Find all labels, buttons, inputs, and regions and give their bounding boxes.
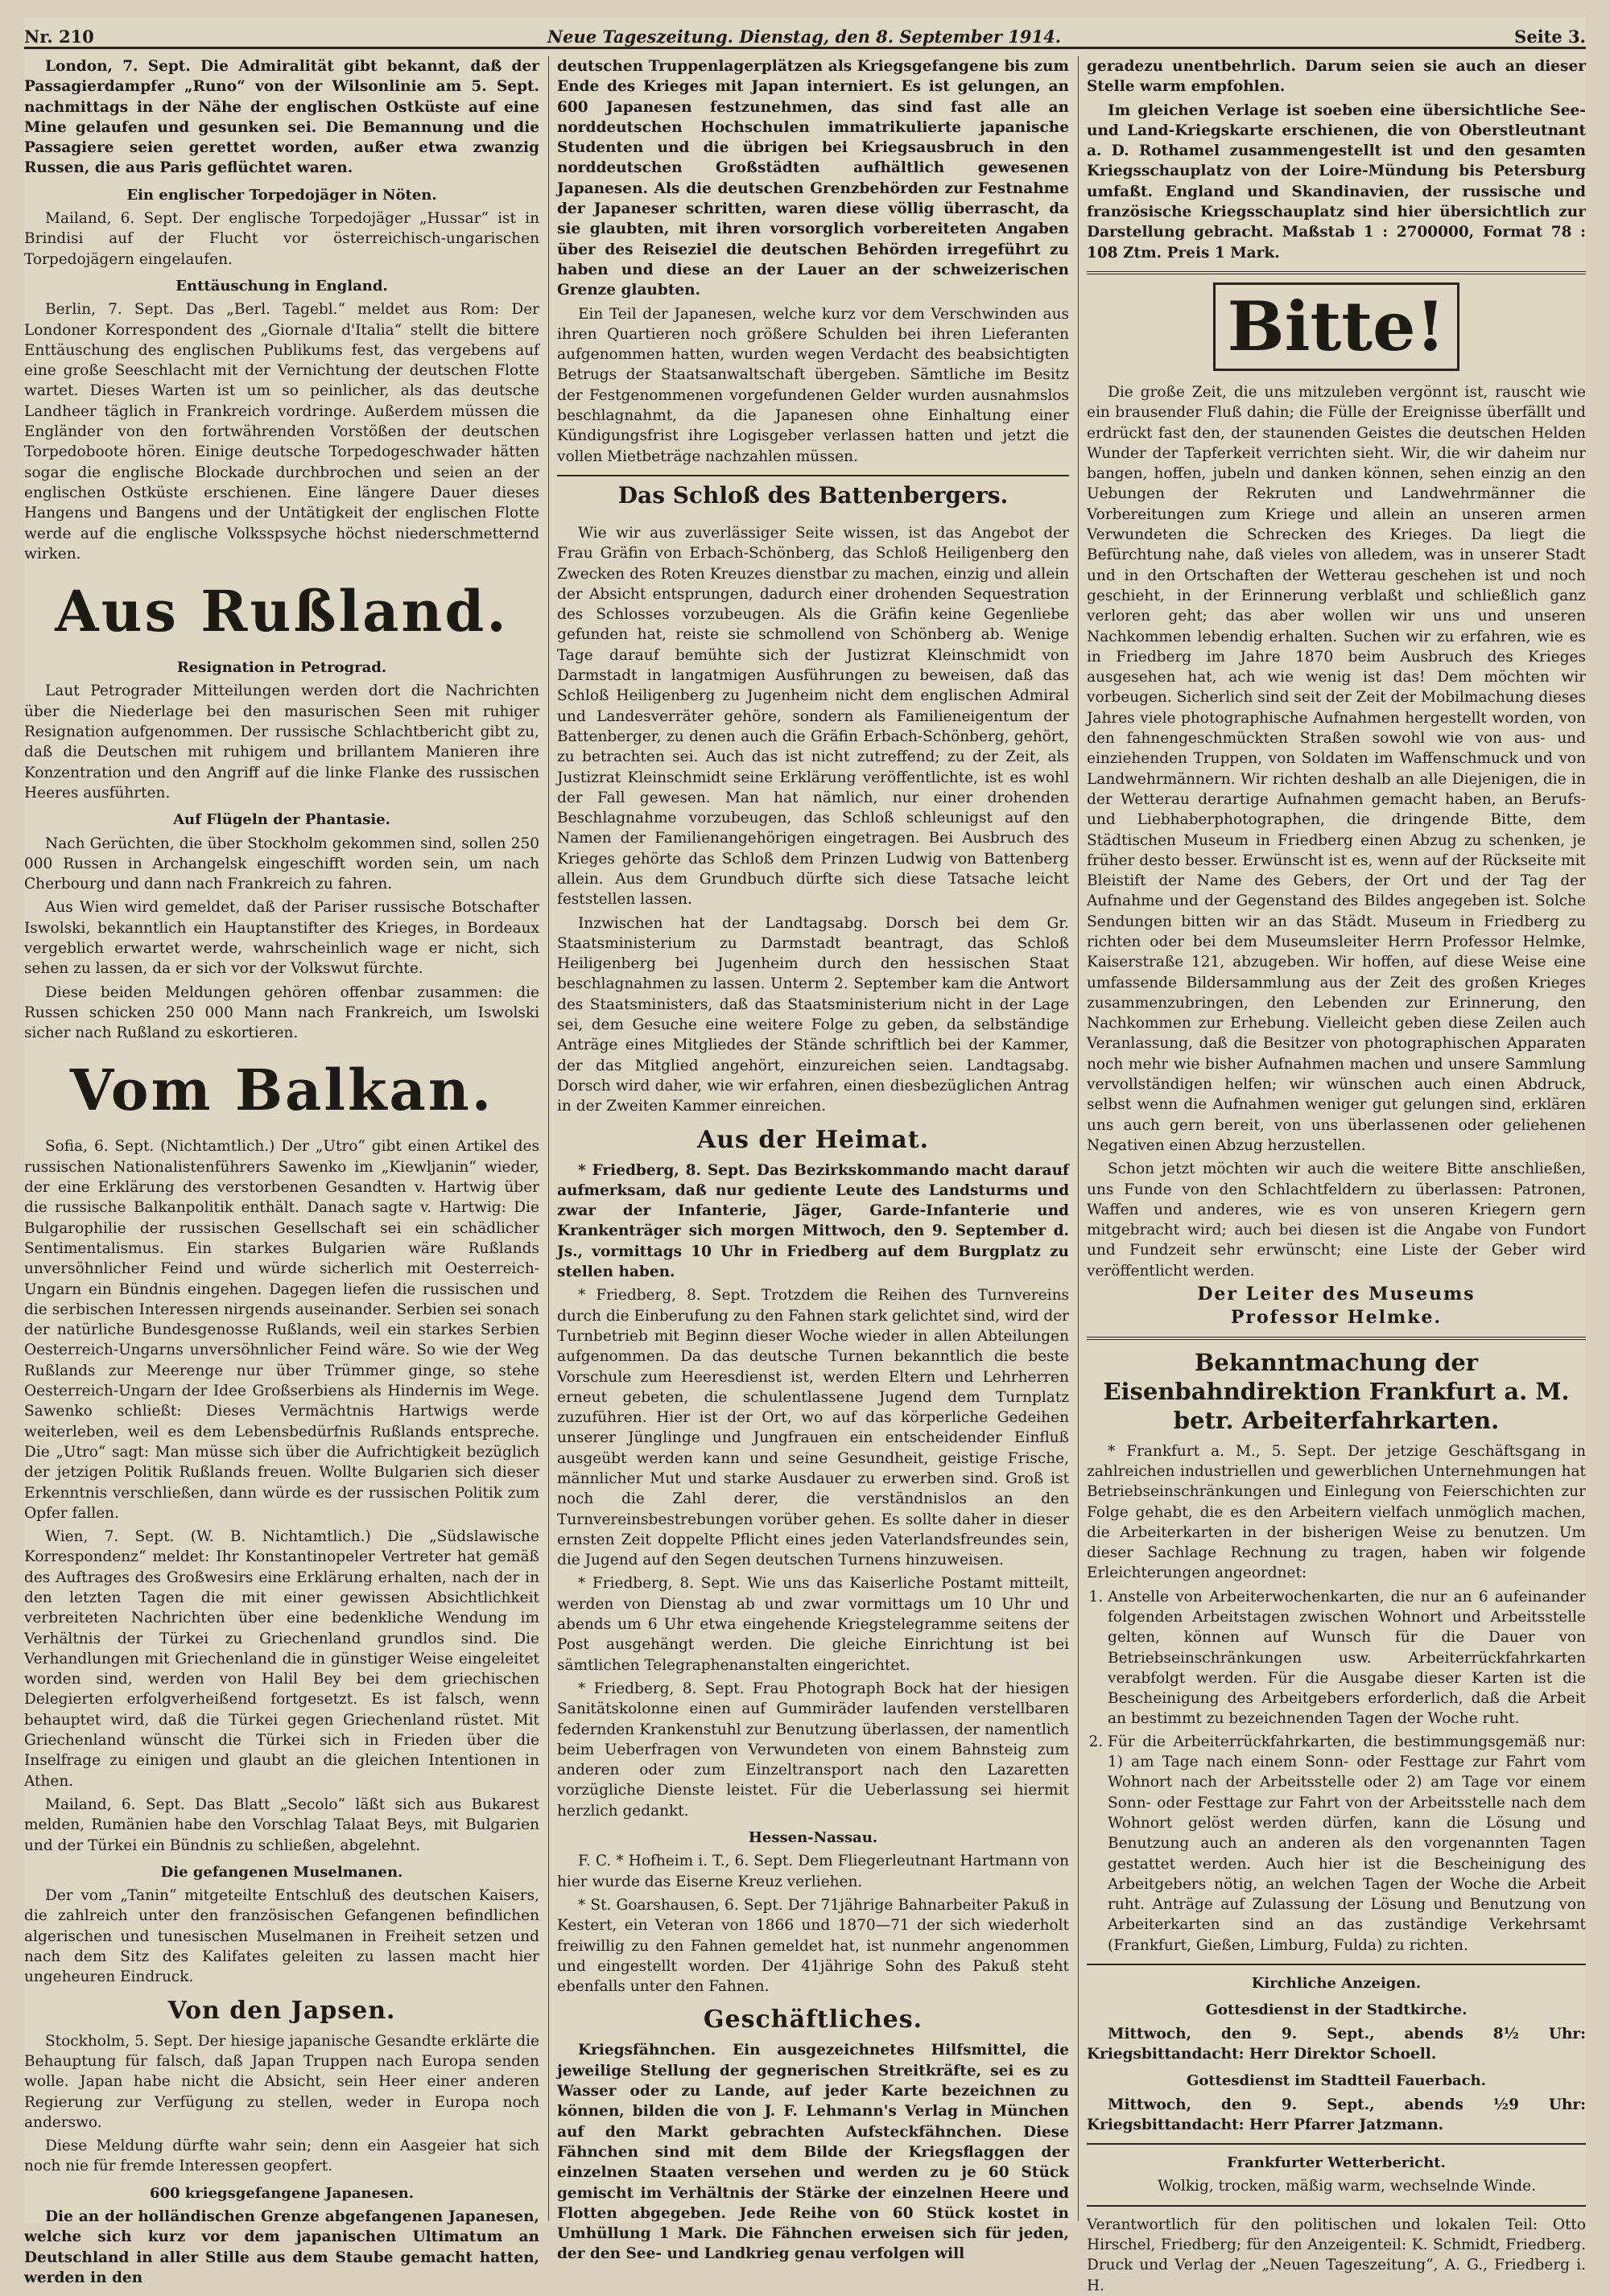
article-mailand: Mailand, 6. Sept. Der englische Torpedojäger „Hussar“ ist in Brindisi auf der Flucht vor österreichisch-ungarischen Torpedojägern eingelaufen.	[24, 210, 539, 268]
divider	[1087, 2205, 1586, 2207]
article-paragraph: * Friedberg, 8. Sept. Wie uns das Kaiserliche Postamt mitteilt, werden von Dienstag ab und zwar vormittags um 10 Uhr und abends um 6 Uhr etwa eingehende Kriegstelegramme seitens der Post ausgehängt werden. Die gleiche Einrichtung ist bei sämtlichen Telegraphenanstalten eingerichtet.	[557, 1575, 1069, 1674]
issue-number: Nr. 210	[24, 27, 94, 47]
column-rule	[548, 56, 549, 2221]
subheading: Enttäuschung in England.	[175, 277, 388, 295]
article-paragraph: * Frankfurt a. M., 5. Sept. Der jetzige Geschäftsgang in zahlreichen industriellen und gewerblichen Unternehmungen hat Betriebseinschränkungen und Einlegung von Feierschichten zur Folge gehabt, die es den Arbeitern vielfach unmöglich machen, die Arbeiterkarten in der bisherigen Weise zu benutzen. Um dieser Sachlage Rechnung zu tragen, haben wir folgende Erleichterungen angeordnet:	[1087, 1442, 1586, 1582]
article-paragraph: Die an der holländischen Grenze abgefangenen Japanesen, welche sich kurz vor dem japanischen Ultimatum an Deutschland in aller Stille aus dem Staube gemacht hatten, werden in den	[24, 2208, 539, 2286]
column-1	[24, 56, 539, 2286]
divider	[1087, 2143, 1586, 2145]
subheading: Kirchliche Anzeigen.	[1251, 1975, 1422, 1993]
subheading: Die gefangenen Muselmanen.	[160, 1863, 403, 1881]
article-paragraph: Wolkig, trocken, mäßig warm, wechselnde Winde.	[1158, 2178, 1536, 2195]
column-2	[557, 56, 1069, 2263]
section-heading: Vom Balkan.	[69, 1057, 494, 1124]
article-paragraph: * Friedberg, 8. Sept. Trotzdem die Reihen des Turnvereins durch die Einberufung zu den Fahnen stark gelichtet sind, wird der Turnbetrieb mit Beginn dieser Woche wieder in allen Abteilungen aufgenommen. Da das deutsche Turnen bekanntlich die beste Vorschule zum Heeresdienst ist, werden Eltern und Lehrherren erneut gebeten, die schulentlassene Jugend dem Turnplatz zuzuführen. Hier ist der Ort, wo auf das körperliche Gedeihen unserer Jünglinge und Jungfrauen ein entscheidender Einfluß ausgeübt werden kann und seine Gesundheit, geistige Frische, männlicher Mut und starke Ausdauer zu erwerben sind. Groß ist noch die Zahl derer, die verständnislos an den Turnvereinsbestrebungen vorüber gehen. Es sollte daher in dieser ernsten Zeit doppelte Pflicht eines jeden Vaterlandsfreundes sein, die Jugend auf den Segen deutschen Turnens hinzuweisen.	[557, 1287, 1069, 1569]
subheading: Gottesdienst in der Stadtkirche.	[1205, 2001, 1468, 2019]
subheading: 600 kriegsgefangene Japanesen.	[149, 2184, 415, 2202]
article-paragraph: geradezu unentbehrlich. Darum seien sie auch an dieser Stelle warm empfohlen.	[1087, 58, 1586, 96]
article-paragraph: Mailand, 6. Sept. Das Blatt „Secolo“ läßt sich aus Bukarest melden, Rumänien habe den Vorschlag Talaat Beys, mit Bulgarien und der Türkei ein Bündnis zu schließen, abgelehnt.	[24, 1795, 539, 1854]
article-paragraph: Kriegsfähnchen. Ein ausgezeichnetes Hilfsmittel, die jeweilige Stellung der gegnerischen Streitkräfte, sei es zu Wasser oder zu Lande, auf jeder Karte bezeichnen zu können, bilden die von J. F. Lehmann's Verlag in München auf den Markt gebrachten Aufsteckfähnchen. Diese Fähnchen sind mit dem Bilde der Kriegsflaggen der einzelnen Staaten versehen und werden zu je 60 Stück gemischt im Verhältnis der Stärke der einzelnen Heere und Flotten abgegeben. Jede Reihe von 60 Stück kostet in Umhüllung 1 Mark. Die Fähnchen erweisen sich für jeden, der den See- und Landkrieg genau verfolgen will	[557, 2042, 1069, 2263]
article-paragraph: deutschen Truppenlagerplätzen als Kriegsgefangene bis zum Ende des Krieges mit Japan interniert. Es ist gelungen, an 600 Japanesen festzunehmen, das sind fast alle an norddeutschen Hochschulen immatrikulierte japanische Studenten und die übrigen bei Kriegsausbruch in den norddeutschen Großstädten aufhältlich gewesenen Japanesen. Als die deutschen Grenzbehörden zur Festnahme der Japaneser schritten, waren diese völlig überrascht, da sie glaubten, mit ihren vorsorglich vorbereiteten Angaben über des Reiseziel die deutschen Behörden irregeführt zu haben und diese an der Lauer an der schweizerischen Grenze glaubten.	[557, 58, 1069, 299]
article-paragraph: Wie wir aus zuverlässiger Seite wissen, ist das Angebot der Frau Gräfin von Erbach-Schönberg, das Schloß Heiligenberg den Zwecken des Roten Kreuzes dienstbar zu machen, einzig und allein der Absicht entsprungen, dadurch einer drohenden Sequestration des Schlosses vorzubeugen. Als die Gräfin keine Gegenliebe gefunden hat, reiste sie schmollend von Schönberg ab. Wenige Tage darauf bemühte sich der Justizrat Kleinschmidt von Darmstadt in langatmigen Ausführungen zu beweisen, daß das Schloß Heiligenberg zu Jugenheim nicht dem englischen Admiral und Landesverräter gehöre, sondern als Familieneigentum der Battenberger, zu denen auch die Gräfin Erbach-Schönberg, gehört, zu betrachten sei. Auch das ist nicht zutreffend; zu der Zeit, als Justizrat Kleinschmidt seine Erklärung veröffentlichte, ist es wohl der Fall gewesen. Man hat nämlich, nur einer drohenden Beschlagnahme vorzubeugen, das Schloß schleunigst auf den Namen der Familienangehörigen eingetragen. Bei Ausbruch des Krieges gehörte das Schloß dem Prinzen Ludwig von Battenberg allein. Aus dem Grundbuch dürfte sich diese Tatsache leicht feststellen lassen.	[557, 524, 1069, 909]
article-paragraph: * Friedberg, 8. Sept. Frau Photograph Bock hat der hiesigen Sanitätskolonne einen auf Gummiräder laufenden verstellbaren federnden Krankenstuhl zur Benutzung überlassen, der namentlich beim Ueberfragen von Verwundeten von einem Bahnsteig zum anderen oder zum Einzeltransport nach den Lazaretten vorzügliche Dienste leistet. Für die Ueberlassung sei hiermit herzlich gedankt.	[557, 1680, 1069, 1820]
subheading: Hessen-Nassau.	[748, 1829, 878, 1847]
section-heading: Aus Rußland.	[55, 578, 509, 645]
article-paragraph: Der vom „Tanin“ mitgeteilte Entschluß des deutschen Kaisers, die zahlreich unter den französischen Gefangenen befindlichen algerischen und tunesischen Muselmanen in Freiheit setzen und nach dem Sitz des Kalifates geleiten zu lassen macht hier ungeheuren Eindruck.	[24, 1887, 539, 1986]
article-paragraph: * St. Goarshausen, 6. Sept. Der 71jährige Bahnarbeiter Pakuß in Kestert, ein Veteran von 1866 und 1870—71 der sich wiederholt freiwillig zu den Fahnen gemeldet hat, ist nunmehr angenommen und eingestellt worden. Der 41jährige Sohn des Pakuß steht ebenfalls unter den Fahnen.	[557, 1896, 1069, 1996]
article-paragraph: Im gleichen Verlage ist soeben eine übersichtliche See- und Land-Kriegskarte erschienen, die von Oberstleutnant a. D. Rothamel zusammengestellt ist und den gesamten Kriegsschauplatz von der Loire-Mündung bis Petersburg umfaßt. England und Skandinavien, der russische und französische Kriegsschauplatz sind hier übersichtlich zur Darstellung gebracht. Maßstab 1 : 2700000, Format 78 : 108 Ztm. Preis 1 Mark.	[1087, 101, 1586, 262]
divider	[1087, 1964, 1586, 1965]
masthead	[24, 18, 1586, 49]
divider	[1087, 1337, 1586, 1340]
newspaper-title: Neue Tageszeitung. Dienstag, den 8. September 1914.	[547, 27, 1062, 47]
column-rule	[1078, 56, 1079, 2221]
imprint: Verantwortlich für den politischen und lokalen Teil: Otto Hirschel, Friedberg; für den Anzeigenteil: K. Schmidt, Friedberg. Druck und Verlag der „Neuen Tageszeitung“, A. G., Friedberg i. H.	[1087, 2216, 1586, 2294]
article-paragraph: Schon jetzt möchten wir auch die weitere Bitte anschließen, uns Funde von den Schlachtfeldern zu überlassen: Patronen, Waffen und anderes, wie es von unseren Kriegern gern mitgebracht wird; auch bei diesen ist die Angabe von Fundort und Fundzeit sehr erwünscht; eine Liste der Geber wird veröffentlicht werden.	[1087, 1160, 1586, 1280]
subheading: Frankfurter Wetterbericht.	[1227, 2154, 1446, 2172]
article-paragraph: F. C. * Hofheim i. T., 6. Sept. Dem Fliegerleutnant Hartmann von hier wurde das Eiserne Kreuz verliehen.	[557, 1853, 1069, 1890]
article-paragraph: Ein Teil der Japanesen, welche kurz vor dem Verschwinden aus ihren Quartieren noch größere Schulden bei ihren Lieferanten aufgenommen hatten, wurden wegen Verdacht des beabsichtigten Betrugs der Staatsanwaltschaft übergeben. Sämtliche im Besitz der Festgenommenen vorgefundenen Gelder wurden ausnahmslos beschlagnahmt, da die Japanesen ohne Einhaltung einer Kündigungsfrist ihre Logisgeber verlassen hatten und jetzt die vollen Mietbeträge nachzahlen müssen.	[557, 305, 1069, 465]
article-paragraph: Stockholm, 5. Sept. Der hiesige japanische Gesandte erklärte die Behauptung für falsch, daß Japan Truppen nach Europa senden wolle. Japan habe nicht die Absicht, sein Heer einer anderen Regierung zur Verfügung zu stellen, weder in Europa noch anderswo.	[24, 2032, 539, 2131]
list-item: 2. Für die Arbeiterrückfahrkarten, die bestimmungsgemäß nur: 1) am Tage nach einem Sonn- oder Festtage zur Fahrt vom Wohnort nach der Arbeitsstelle oder 2) am Tage vor einem Sonn- oder Festtage zur Fahrt von der Arbeitsstelle nach dem Wohnort gelöst werden dürfen, kann die Lösung und Benutzung auch an anderen als den vorgenannten Tagen gestattet werden. Auch hier ist die Bescheinigung des Arbeitgebers nötig, an welchen Tagen der Woche die Arbeit ruht. Anträge auf Zulassung der Lösung und Benutzung von Arbeiterkarten sind an das zuständige Verkehrsamt (Frankfurt, Gießen, Limburg, Fulda) zu richten.	[1108, 1732, 1586, 1956]
section-heading: Bitte!	[1213, 282, 1459, 371]
column-3	[1087, 56, 1586, 2294]
article-paragraph: Aus Wien wird gemeldet, daß der Pariser russische Botschafter Iswolski, bekanntlich ein Hauptanstifter des Krieges, in Bordeaux vergeblich erwartet werde, wahrscheinlich wage er nicht, sich sehen zu lassen, da er sich vor der Volkswut fürchte.	[24, 899, 539, 978]
article-paragraph: Laut Petrograder Mitteilungen werden dort die Nachrichten über die Niederlage bei den masurischen Seen mit ruhiger Resignation aufgenommen. Der russische Schlachtbericht gibt zu, daß die Deutschen mit ruhigem und brillantem Manieren ihre Konzentration und den Angriff auf die linke Flanke des russischen Heeres ausführten.	[24, 682, 539, 802]
signature-line: Der Leiter des Museums	[1197, 1284, 1476, 1305]
article-paragraph: Die große Zeit, die uns mitzuleben vergönnt ist, rauscht wie ein brausender Fluß dahin; die Fülle der Ereignisse überfällt und erdrückt fast den, der staunenden Geistes die deutschen Helden Wunder der Tapferkeit verrichten sieht. Wir, die wir daheim nur bangen, hoffen, jubeln und danken können, sehen einzig an den Uebungen der Rekruten und Landwehrmänner die Vorbereitungen zum Kriege und allein an unseren armen Verwundeten die Schrecken des Krieges. Da liegt die Befürchtung nahe, daß vieles von alledem, was in unserer Stadt und in den Ortschaften der Wetterau geschehen ist und noch geschieht, in der Erinnerung verblaßt und schließlich ganz verloren geht; das aber wollen wir uns und unseren Nachkommen lebendig erhalten. Suchen wir zu erfahren, wie es in Friedberg im Jahre 1870 beim Ausbruch des Krieges ausgesehen hat, ach wie wenig ist das! Dem möchten wir vorbeugen. Sicherlich sind seit der Zeit der Mobilmachung dieses Jahres viele photographische Aufnahmen hergestellt worden, von den fahnengeschmückten Straßen sowohl wie von aus- und einziehenden Truppen, von Soldaten im Waffenschmuck und von Landwehrmännern. Wir richten deshalb an alle Diejenigen, die in der Wetterau derartige Aufnahmen gemacht haben, an Berufs- und Liebhaberphotographen, die dringende Bitte, dem Städtischen Museum in Friedberg einen Abzug zu schenken, je früher desto besser. Erwünscht ist es, wenn auf der Rückseite mit Bleistift der Name des Gebers, der Ort und der Tag der Aufnahme und der Gegenstand des Bildes angegeben ist. Solche Sendungen bitten wir an das Städt. Museum in Friedberg zu richten oder bei dem Museumsleiter Herrn Professor Helmke, Kaiserstraße 121, abzugeben. Wir hoffen, auf diese Weise eine umfassende Bildersammlung aus der Zeit des großen Krieges zusammenzubringen, den Lebenden zur Erinnerung, den Nachkommen zur Erhebung. Vielleicht geben diese Zeilen auch Veranlassung, daß die Besitzer von photographischen Apparaten noch mehr wie bisher Aufnahmen machen und unsere Sammlung vervollständigen helfen; wir wünschen auch einen Abdruck, selbst wenn die Aufnahmen weniger gut gelungen sind, erklären uns auch gern bereit, von uns überlassenen oder geliehenen Negativen einen Abzug herzustellen.	[1087, 383, 1586, 1154]
subheading: Ein englischer Torpedojäger in Nöten.	[126, 186, 437, 204]
section-heading: Aus der Heimat.	[696, 1125, 930, 1154]
article-paragraph: Wien, 7. Sept. (W. B. Nichtamtlich.) Die „Südslawische Korrespondenz“ meldet: Ihr Konstantinopeler Vertreter hat gemäß des Auftrages des Großwesirs eine Erklärung erhalten, nach der in den letzten Tagen die mit einer gewissen Absichtlichkeit verbreiteten Nachrichten über eine bedenkliche Wendung im Verhältnis der Türkei zu Griechenland grundlos sind. Die Verhandlungen mit Griechenland die in günstiger Weise eingeleitet worden sind, werden von Halil Bey bei dem griechischen Delegierten erfolgverheißend fortgesetzt. Es ist falsch, wenn behauptet wird, daß die Türkei gegen Griechenland rüstet. Mit Griechenland wünscht die Türkei sich in Frieden über die Inselfrage zu einigen und glaubt an die gleichen Intentionen in Athen.	[24, 1528, 539, 1790]
article-paragraph: Diese beiden Meldungen gehören offenbar zusammen: die Russen schicken 250 000 Mann nach Frankreich, um Iswolski sicher nach Rußland zu eskortieren.	[24, 983, 539, 1042]
article-paragraph: Mittwoch, den 9. Sept., abends 8½ Uhr: Kriegsbittandacht: Herr Direktor Schoell.	[1087, 2025, 1586, 2063]
newspaper-page	[24, 18, 1586, 2294]
list-item: 1. Anstelle von Arbeiterwochenkarten, die nur an 6 aufeinander folgenden Arbeitstagen zwischen Wohnort und Arbeitsstelle gelten, können auf Wunsch für die Dauer von Betriebseinschränkungen usw. Arbeiterrückfahrkarten verabfolgt werden. Für die Ausgabe dieser Karten ist die Bescheinigung des Arbeitgebers erforderlich, daß die Arbeit an bestimmt zu bezeichnenden Tagen der Woche ruht.	[1108, 1587, 1586, 1729]
divider	[1087, 271, 1586, 274]
article-paragraph: Sofia, 6. Sept. (Nichtamtlich.) Der „Utro“ gibt einen Artikel des russischen Nationalistenführers Sawenko im „Kiewljanin“ wieder, der eine Erklärung des verstorbenen Gesandten v. Hartwig über die russische Balkanpolitik enthält. Danach sagte v. Hartwig: Die Bulgarophilie der russischen Gesellschaft sei ein schädlicher Sentimentalismus. Ein starkes Bulgarien wäre Rußlands unversöhnlicher Feind und würde sicherlich mit Oesterreich-Ungarn ein Bündnis eingehen. Dagegen liefen die russischen und die serbischen Interessen nirgends auseinander. Serbien sei sonach der natürliche Bundesgenosse Rußlands, weil ein starkes Serbien Oesterreich-Ungarns unversöhnlicher Feind wäre. So wie der Weg Rußlands zur Meerenge nur über Trümmer ginge, so stehe Oesterreich-Ungarn der Idee Großserbiens als Hindernis im Wege. Sawenko schließt: Dieses Vermächtnis Hartwigs werde weiterleben, weil es dem Lebensbedürfnis Rußlands entspreche. Die „Utro“ sagt: Man müsse sich über die Aufrichtigkeit bezüglich der jetzigen Politik Rußlands freuen. Wollte Bulgarien sich dieser Erkenntnis verschließen, dann würde es der russischen Politik zum Opfer fallen.	[24, 1138, 539, 1522]
subheading: Gottesdienst im Stadtteil Fauerbach.	[1186, 2072, 1487, 2090]
article-paragraph: Mittwoch, den 9. Sept., abends ½9 Uhr: Kriegsbittandacht: Herr Pfarrer Jatzmann.	[1087, 2096, 1586, 2133]
section-heading: Von den Japsen.	[167, 1996, 396, 2025]
article-paragraph: * Friedberg, 8. Sept. Das Bezirkskommando macht darauf aufmerksam, daß nur gediente Leute des Landsturms und zwar der Infanterie, Jäger, Garde-Infanterie und Krankenträger sich morgen Mittwoch, den 9. September d. Js., vormittags 10 Uhr in Friedberg auf dem Burgplatz zu stellen haben.	[557, 1161, 1069, 1281]
subheading: Resignation in Petrograd.	[176, 659, 387, 677]
article-paragraph: Diese Meldung dürfte wahr sein; denn ein Aasgeier hat sich noch nie für fremde Interessen geopfert.	[24, 2137, 539, 2175]
signature-line: Professor Helmke.	[1230, 1307, 1443, 1329]
article-london: London, 7. Sept. Die Admiralität gibt bekannt, daß der Passagierdampfer „Runo“ von der Wilsonlinie am 5. Sept. nachmittags in der Nähe der englischen Ostküste auf eine Mine gelaufen und gesunken sei. Die Bemannung und die Passagiere seien gerettet worden, außer etwa zwanzig Russen, die aus Paris geflüchtet waren.	[24, 58, 539, 177]
section-heading: Geschäftliches.	[703, 2005, 923, 2034]
article-paragraph: Inzwischen hat der Landtagsabg. Dorsch bei dem Gr. Staatsministerium zu Darmstadt beantragt, das Schloß Heiligenberg bei Jugenheim durch den hessischen Staat beschlagnahmen zu lassen. Unterm 2. September kam die Antwort des Staatsministers, daß das Staatsministerium nicht in der Lage sei, dem Gesuche eine weitere Folge zu geben, da selbständige Anträge eines Mitgliedes der Stände schriftlich bei der Kammer, der das Mitglied angehört, einzureichen seien. Landtagsabg. Dorsch wird daher, wie wir erfahren, einen diesbezüglichen Antrag in der Zweiten Kammer einreichen.	[557, 914, 1069, 1115]
section-heading: Das Schloß des Battenbergers.	[557, 475, 1069, 515]
ordered-list	[1087, 1587, 1586, 1956]
article-berlin: Berlin, 7. Sept. Das „Berl. Tagebl.“ meldet aus Rom: Der Londoner Korrespondent des „Giornale d'Italia“ stellt die bittere Enttäuschung des englischen Publikums fest, das vergebens auf eine große Seeschlacht mit der Vernichtung der deutschen Flotte wartet. Dieses Warten ist um so peinlicher, als das deutsche Landheer täglich in Frankreich vordringe. Außerdem müssen die Engländer von den fortwährenden Vorstößen der deutschen Torpedoboote hören. Einige deutsche Torpedogeschwader hätten sogar die englische Blockade durchbrochen und seien an der englischen Ostküste erschienen. Eine längere Dauer dieses Hangens und Bangens und der Untätigkeit der englischen Flotte werde auf die englische Volksspsyche höchst niederschmetternd wirken.	[24, 301, 539, 563]
section-heading: Bekanntmachung der Eisenbahndirektion Frankfurt a. M. betr. Arbeiterfahrkarten.	[1103, 1348, 1570, 1434]
subheading: Auf Flügeln der Phantasie.	[173, 811, 390, 829]
page-number: Seite 3.	[1514, 27, 1586, 47]
article-paragraph: Nach Gerüchten, die über Stockholm gekommen sind, sollen 250 000 Russen in Archangelsk eingeschifft worden sein, um nach Cherbourg und dann nach Frankreich zu fahren.	[24, 835, 539, 893]
